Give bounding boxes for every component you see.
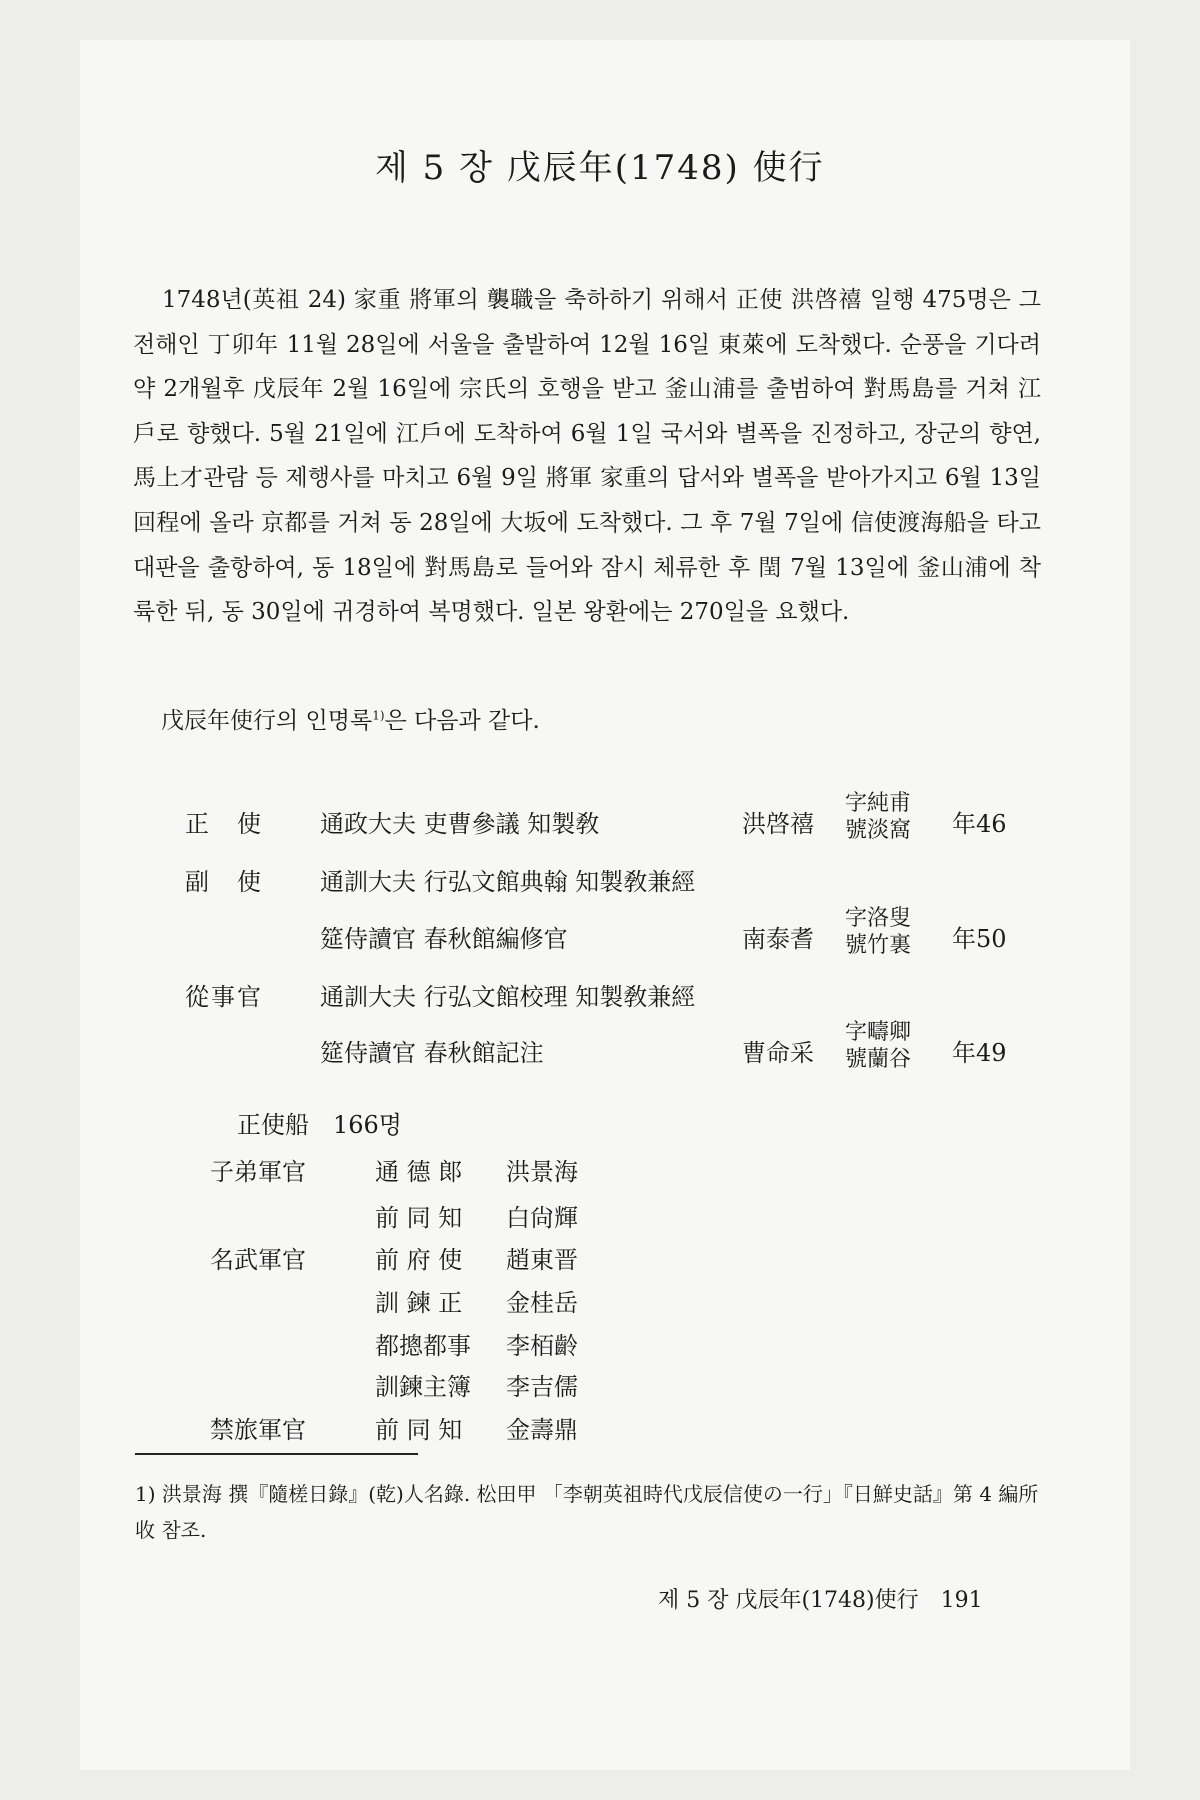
officer-title: 訓 鍊 正	[375, 1289, 463, 1317]
chapter-title: 제 5 장 戊辰年(1748) 使行	[375, 148, 825, 188]
officer-title: 訓鍊主簿	[375, 1373, 471, 1401]
running-footer	[658, 1583, 983, 1614]
envoy-name: 曹命采	[742, 1039, 814, 1067]
ship-label: 正使船	[237, 1111, 309, 1139]
envoy-row	[0, 1019, 1100, 1075]
envoy-row	[0, 790, 1100, 846]
body-paragraph: 1748년(英祖 24) 家重 將軍의 襲職을 축하하기 위해서 正使 洪啓禧 일행 475명은 그 전해인 丁卯年 11월 28일에 서울을 출발하여 12월 16일 東萊에 도착했다. 순풍을 기다려 약 2개월후 戊辰年 2월 16일에 宗氏의 호행을 받고 釜山浦를 출범하여 對馬島를 거쳐 江戶로 향했다. 5월 21일에 江戶에 도착하여 6월 1일 국서와 별폭을 진정하고, 장군의 향연, 馬上才관람 등 제행사를 마치고 6월 9일 將軍 家重의 답서와 별폭을 받아가지고 6월 13일 回程에 올라 京都를 거쳐 동 28일에 大坂에 도착했다. 그 후 7월 7일에 信使渡海船을 타고 대판을 출항하여, 동 18일에 對馬島로 들어와 잠시 체류한 후 閏 7월 13일에 釜山浦에 착륙한 뒤, 동 30일에 귀경하여 복명했다. 일본 왕환에는 270일을 요했다.	[133, 287, 1041, 626]
officer-row	[0, 1240, 700, 1280]
envoy-rank: 通訓大夫 行弘文館典翰 知製敎兼經	[320, 868, 696, 896]
envoy-courtesy-name: 字洛叟	[845, 906, 912, 931]
footnote-marker: 1)	[372, 708, 385, 723]
footnote-divider	[135, 1453, 418, 1455]
officer-title: 前 府 使	[375, 1246, 463, 1274]
officer-title: 前 同 知	[375, 1204, 463, 1232]
officer-name: 白尙輝	[506, 1204, 578, 1232]
envoy-age: 年46	[952, 810, 1007, 838]
roster-intro	[161, 702, 540, 735]
envoy-rank: 通政大夫 吏曹參議 知製敎	[320, 810, 600, 838]
envoy-pen-name: 號蘭谷	[845, 1047, 912, 1072]
officer-name: 李栢齡	[506, 1332, 578, 1360]
envoy-row	[0, 905, 1100, 961]
envoy-aliases	[845, 1019, 911, 1073]
envoy-courtesy-name: 字純甫	[845, 791, 912, 816]
envoy-role: 正 使	[185, 810, 263, 838]
envoy-pen-name: 號淡窩	[845, 818, 912, 843]
roster-intro-tail: 은 다음과 같다.	[384, 708, 540, 734]
ship-count: 166명	[333, 1111, 402, 1139]
envoy-aliases	[845, 790, 911, 844]
envoy-row	[0, 963, 1100, 1019]
envoy-rank: 筵侍讀官 春秋館編修官	[320, 925, 568, 953]
officer-row	[0, 1410, 700, 1450]
officer-row	[0, 1326, 700, 1366]
ship-header	[237, 1105, 426, 1140]
envoy-courtesy-name: 字疇卿	[845, 1020, 912, 1045]
envoy-pen-name: 號竹裏	[845, 933, 912, 958]
officer-name: 趙東晋	[506, 1246, 578, 1274]
envoy-age: 年50	[952, 925, 1007, 953]
officer-category: 禁旅軍官	[210, 1416, 306, 1444]
envoy-rank: 筵侍讀官 春秋館記注	[320, 1039, 544, 1067]
page-number: 191	[940, 1588, 983, 1613]
officer-row	[0, 1367, 700, 1407]
officer-row	[0, 1283, 700, 1323]
officer-title: 前 同 知	[375, 1416, 463, 1444]
envoy-row	[0, 848, 1100, 904]
officer-title: 通 德 郞	[375, 1158, 463, 1186]
running-title: 제 5 장 戊辰年(1748)使行	[658, 1588, 919, 1613]
officer-category: 子弟軍官	[210, 1158, 306, 1186]
envoy-aliases	[845, 905, 911, 959]
officer-name: 李吉儒	[506, 1373, 578, 1401]
footnote: 1) 洪景海 撰『隨槎日錄』(乾)人名錄. 松田甲 「李朝英祖時代戊辰信使の一行」『日鮮史話』第 4 編所收 참조.	[135, 1482, 1039, 1542]
envoy-age: 年49	[952, 1039, 1007, 1067]
envoy-rank: 通訓大夫 行弘文館校理 知製敎兼經	[320, 983, 696, 1011]
officer-row	[0, 1198, 700, 1238]
envoy-name: 南泰耆	[742, 925, 814, 953]
officer-name: 洪景海	[506, 1158, 578, 1186]
officer-title: 都摠都事	[375, 1332, 471, 1360]
officer-row	[0, 1152, 700, 1192]
envoy-role: 副 使	[185, 868, 263, 896]
roster-intro-text: 戊辰年使行의 인명록	[161, 708, 373, 734]
officer-name: 金壽鼎	[506, 1416, 578, 1444]
envoy-role: 從事官	[185, 983, 263, 1011]
envoy-name: 洪啓禧	[742, 810, 814, 838]
officer-name: 金桂岳	[506, 1289, 578, 1317]
officer-category: 名武軍官	[210, 1246, 306, 1274]
